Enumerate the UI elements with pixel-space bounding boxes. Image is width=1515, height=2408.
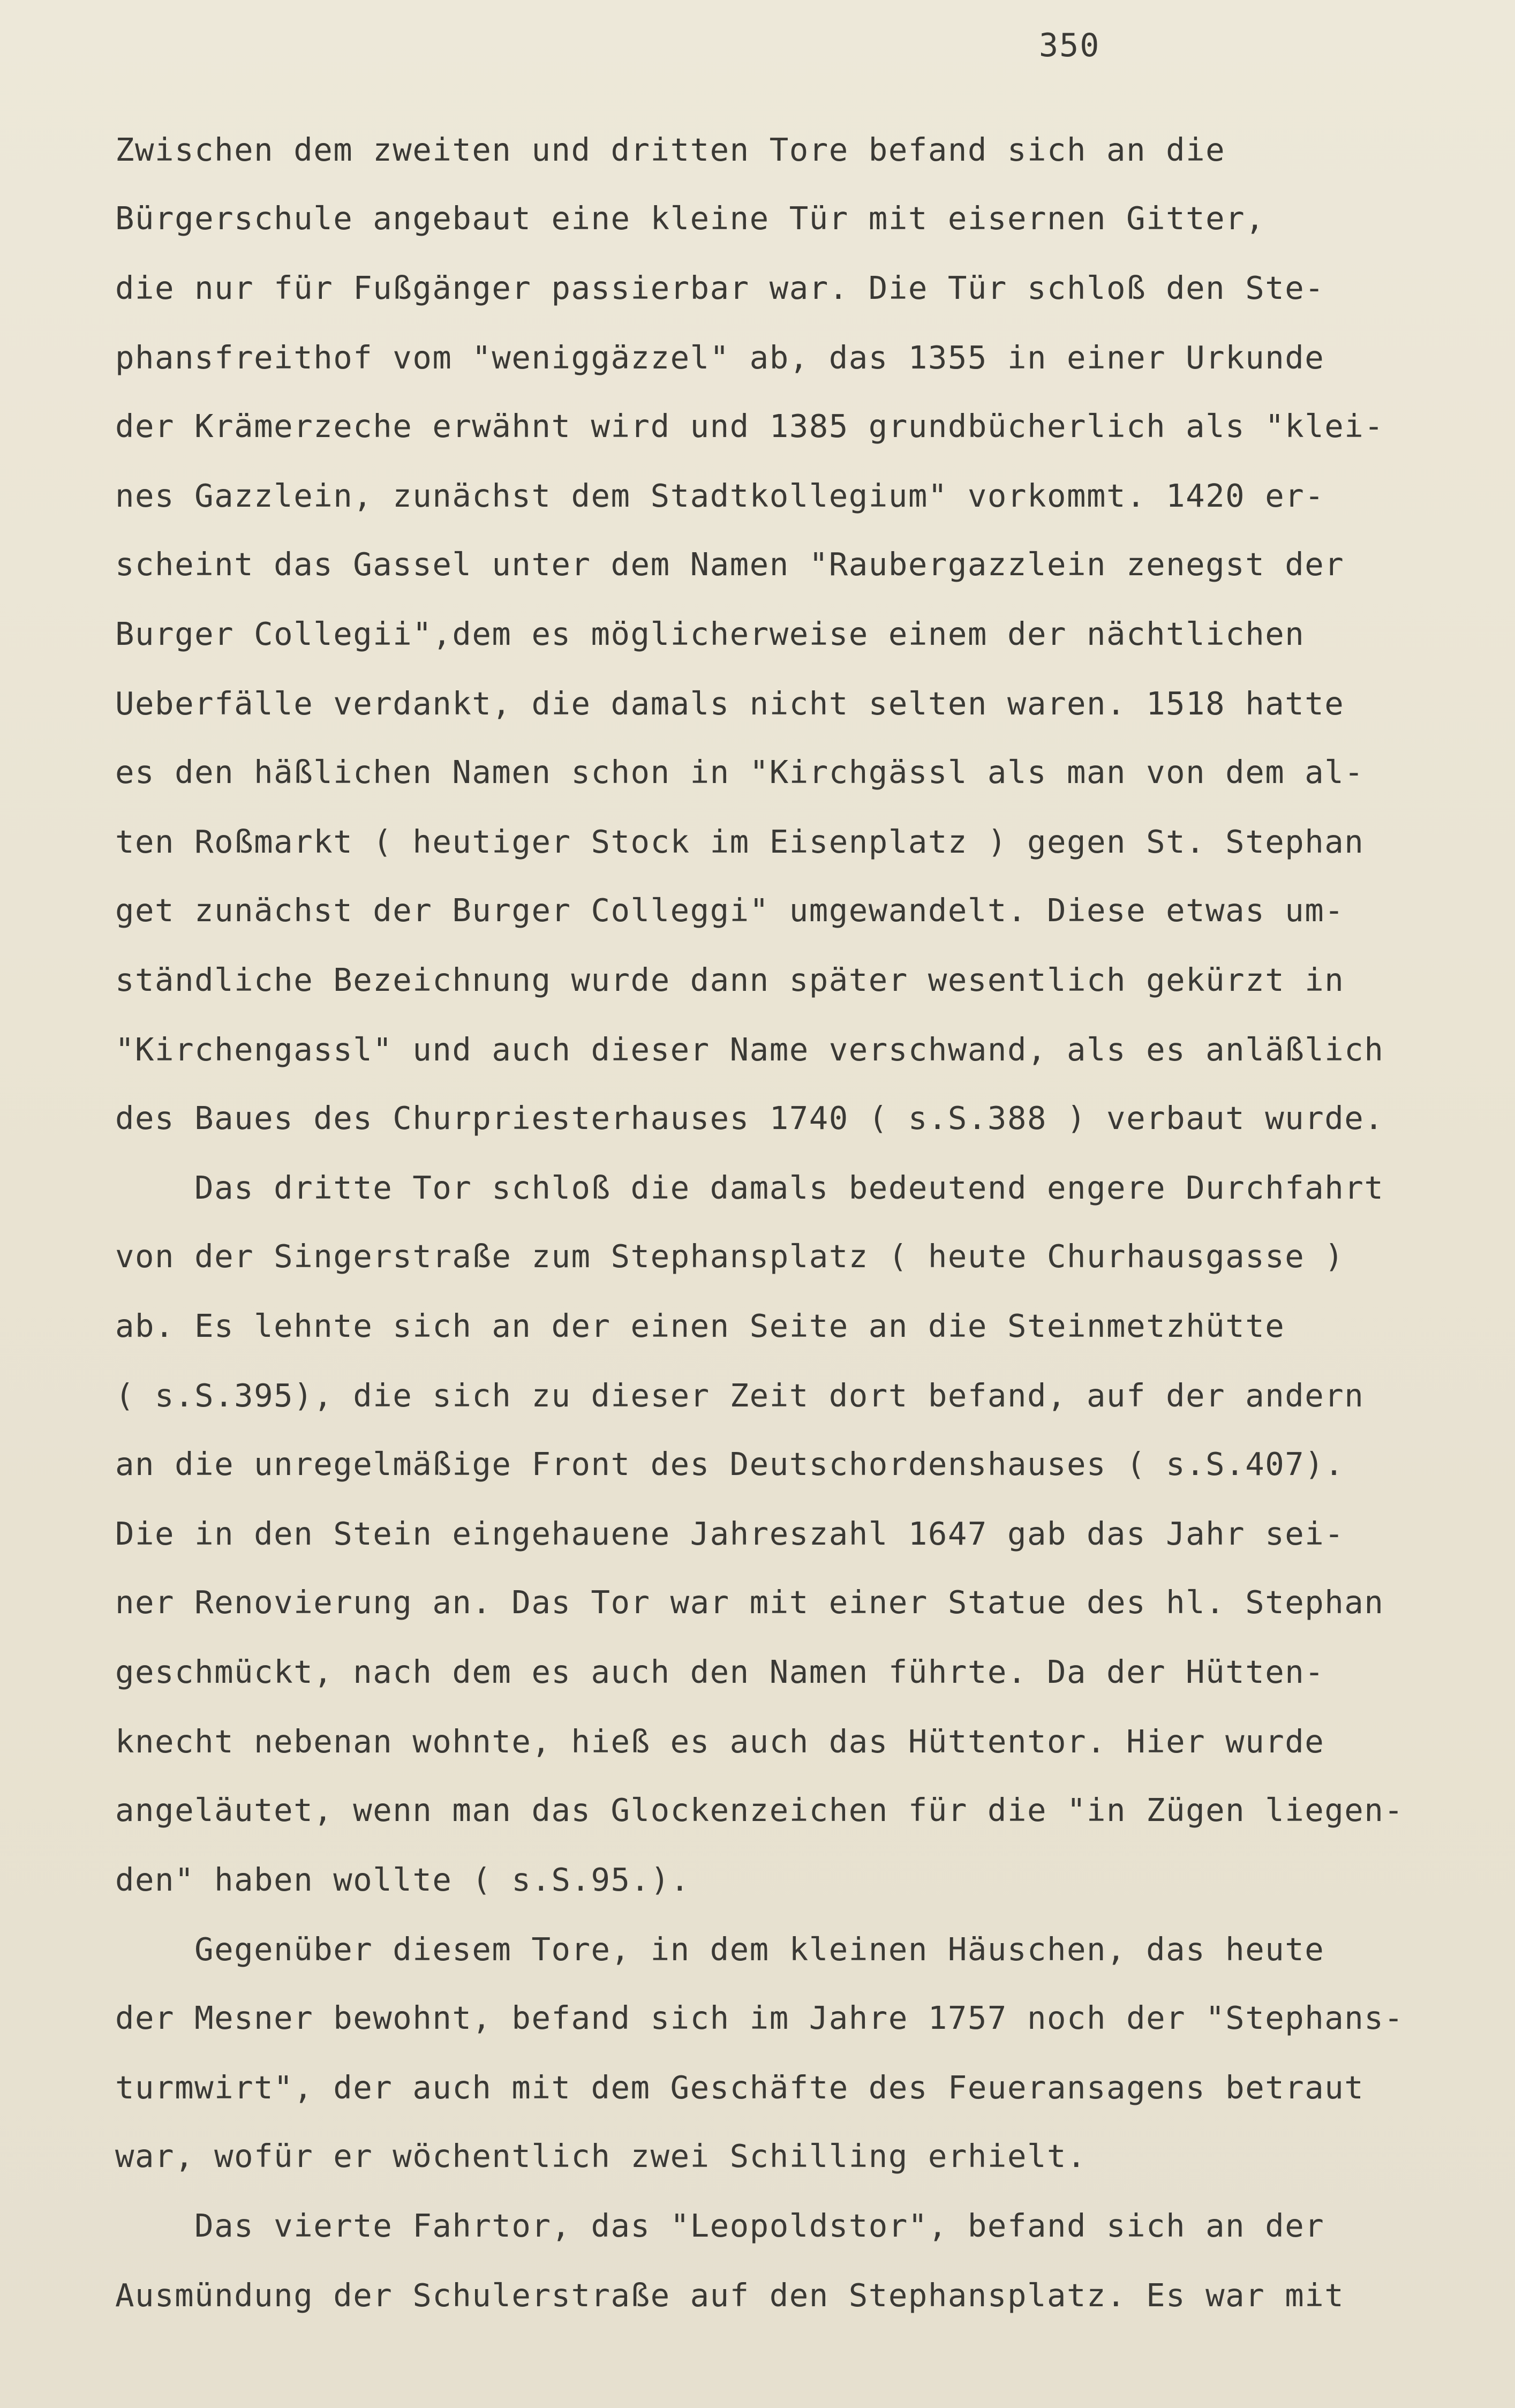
text-line: Gegenüber diesem Tore, in dem kleinen Häuschen, das heute: [115, 1931, 1325, 1968]
text-line: des Baues des Churpriesterhauses 1740 ( s.S.388 ) verbaut wurde.: [115, 1100, 1384, 1137]
text-line: phansfreithof vom "weniggäzzel" ab, das 1355 in einer Urkunde: [115, 339, 1325, 376]
text-line: scheint das Gassel unter dem Namen "Raubergazzlein zenegst der: [115, 546, 1345, 583]
text-line: Burger Collegii",dem es möglicherweise einem der nächtlichen: [115, 615, 1305, 652]
text-line: geschmückt, nach dem es auch den Namen führte. Da der Hütten-: [115, 1653, 1325, 1690]
text-line: ständliche Bezeichnung wurde dann später wesentlich gekürzt in: [115, 961, 1345, 998]
text-line: von der Singerstraße zum Stephansplatz ( heute Churhausgasse ): [115, 1238, 1345, 1275]
text-line: ab. Es lehnte sich an der einen Seite an die Steinmetzhütte: [115, 1307, 1285, 1344]
text-line: ( s.S.395), die sich zu dieser Zeit dort befand, auf der andern: [115, 1377, 1365, 1414]
text-line: ner Renovierung an. Das Tor war mit einer Statue des hl. Stephan: [115, 1584, 1384, 1621]
text-line: get zunächst der Burger Colleggi" umgewandelt. Diese etwas um-: [115, 892, 1345, 929]
text-line: der Krämerzeche erwähnt wird und 1385 grundbücherlich als "klei-: [115, 408, 1384, 445]
text-line: Das dritte Tor schloß die damals bedeutend engere Durchfahrt: [115, 1169, 1384, 1206]
text-line: knecht nebenan wohnte, hieß es auch das Hüttentor. Hier wurde: [115, 1723, 1325, 1760]
text-line: den" haben wollte ( s.S.95.).: [115, 1861, 690, 1898]
text-line: Ueberfälle verdankt, die damals nicht selten waren. 1518 hatte: [115, 685, 1345, 722]
text-line: es den häßlichen Namen schon in "Kirchgässl als man von dem al-: [115, 754, 1365, 791]
text-line: die nur für Fußgänger passierbar war. Die Tür schloß den Ste-: [115, 269, 1325, 306]
text-line: Zwischen dem zweiten und dritten Tore befand sich an die: [115, 131, 1226, 168]
text-line: Bürgerschule angebaut eine kleine Tür mit eisernen Gitter,: [115, 200, 1265, 237]
page-number: 350: [1039, 27, 1101, 64]
text-line: an die unregelmäßige Front des Deutschordenshauses ( s.S.407).: [115, 1446, 1345, 1483]
text-line: "Kirchengassl" und auch dieser Name verschwand, als es anläßlich: [115, 1031, 1384, 1068]
text-line: turmwirt", der auch mit dem Geschäfte des Feueransagens betraut: [115, 2069, 1365, 2106]
text-line: ten Roßmarkt ( heutiger Stock im Eisenplatz ) gegen St. Stephan: [115, 823, 1365, 860]
text-line: angeläutet, wenn man das Glockenzeichen für die "in Zügen liegen-: [115, 1792, 1404, 1828]
text-line: der Mesner bewohnt, befand sich im Jahre 1757 noch der "Stephans-: [115, 1999, 1404, 2036]
text-line: war, wofür er wöchentlich zwei Schilling erhielt.: [115, 2138, 1087, 2174]
text-line: Das vierte Fahrtor, das "Leopoldstor", befand sich an der: [115, 2207, 1325, 2244]
text-line: Ausmündung der Schulerstraße auf den Stephansplatz. Es war mit: [115, 2277, 1345, 2314]
text-line: nes Gazzlein, zunächst dem Stadtkollegium" vorkommt. 1420 er-: [115, 477, 1325, 514]
text-line: Die in den Stein eingehauene Jahreszahl 1647 gab das Jahr sei-: [115, 1515, 1345, 1552]
